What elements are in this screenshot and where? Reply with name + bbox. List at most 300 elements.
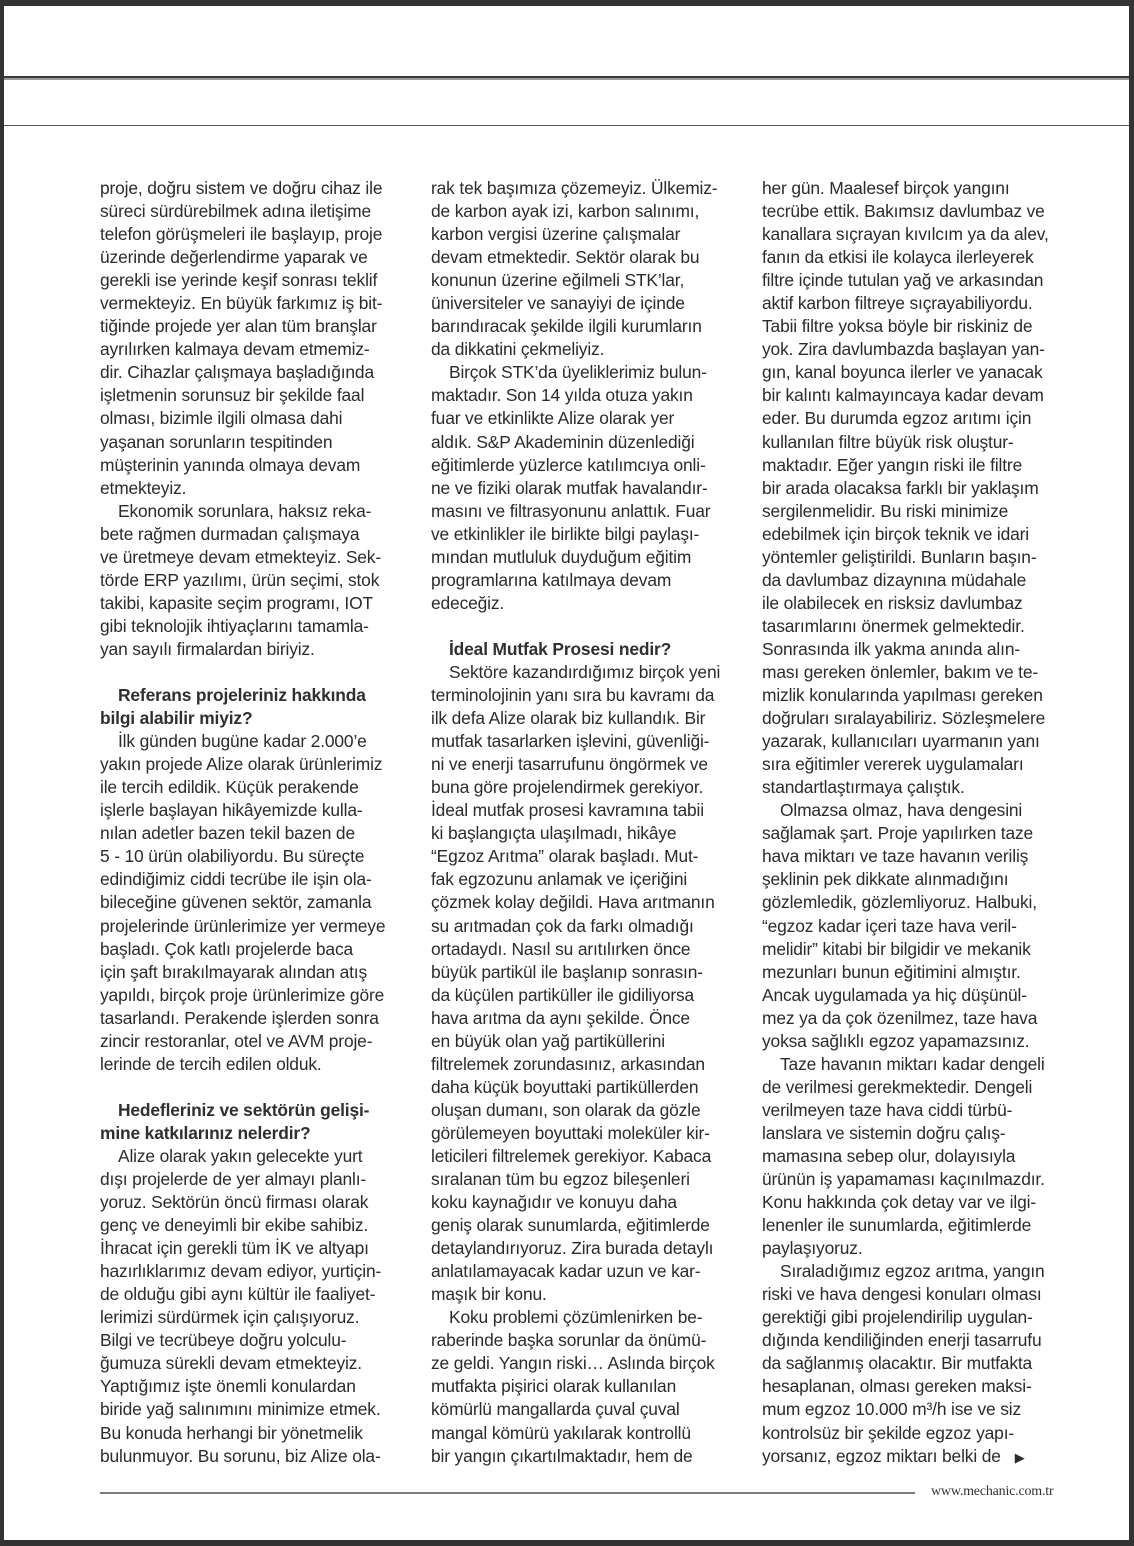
line-text: “egzoz kadar içeri taze hava veril- [762,915,1017,936]
text-line [762,661,1066,684]
line-text: telefon görüşmeleri ile başlayıp, proje [100,224,383,245]
text-line [762,1076,1066,1099]
text-line [762,1214,1066,1237]
text-line [431,200,735,223]
text-line [100,592,404,615]
magazine-page [4,6,1129,1540]
line-text: Hedefleriniz ve sektörün gelişi- [118,1099,370,1120]
line-text: mangal kömürü yakılarak kontrollü [431,1422,691,1443]
line-text: fuar ve etkinlikte Alize olarak yer [431,408,675,429]
text-line [431,569,735,592]
text-line [100,546,404,569]
line-text: bete rağmen durmadan çalışmaya [100,523,360,544]
text-line [100,384,404,407]
text-line [762,1053,1066,1076]
line-text: hesaplanan, olması gereken maksi- [762,1376,1032,1397]
line-text: İdeal Mutfak Prosesi nedir? [449,638,672,659]
line-text: bir arada olacaksa farklı bir yaklaşım [762,477,1039,498]
line-text: İhracat için gerekli tüm İK ve altyapı [100,1238,369,1259]
text-line [100,569,404,592]
line-text: bileceğine güvenen sektör, zamanla [100,892,372,913]
line-text: buna göre projelendirmek gerekiyor. [431,777,704,798]
text-line [431,1053,735,1076]
text-line [762,799,1066,822]
line-text: ne ve fiziki olarak mutfak havalandır- [431,477,708,498]
text-line [431,1260,735,1283]
text-line [431,500,735,523]
text-line [100,315,404,338]
heading-line [100,1099,404,1122]
line-text: yapıldı, birçok proje ürünlerimize göre [100,984,385,1005]
text-line [100,961,404,984]
line-text: kontrolsüz bir şekilde egzoz yapı- [762,1422,1015,1443]
line-text: edeceğiz. [431,592,505,613]
text-line [100,776,404,799]
body-paragraph [100,177,404,500]
text-line [100,1398,404,1421]
text-line [100,1329,404,1352]
text-line [431,822,735,845]
line-text: işlerle başlayan hikâyemizde kulla- [100,800,363,821]
text-line [762,707,1066,730]
line-text: yakın projede Alize olarak ürünlerimiz [100,754,383,775]
line-text: İdeal mutfak prosesi kavramına tabii [431,800,704,821]
line-text: ve üretmeye devam etmekteyiz. Sek- [100,546,381,567]
text-line [431,1076,735,1099]
header-rule-top [4,76,1129,78]
line-text: riski ve hava dengesi konuları olması [762,1284,1042,1305]
text-line [762,546,1066,569]
line-text: “Egzoz Arıtma” olarak başladı. Mut- [431,846,699,867]
text-line [100,615,404,638]
text-line [100,730,404,753]
text-line [100,984,404,1007]
line-text: Konu hakkında çok detay var ve ilgi- [762,1192,1036,1213]
line-text: süreci sürdürebilmek adına iletişime [100,201,372,222]
line-text: daha küçük boyuttaki partiküllerden [431,1076,699,1097]
text-line [762,1422,1066,1445]
line-text: sağlamak şart. Proje yapılırken taze [762,823,1034,844]
text-line [762,1329,1066,1352]
line-text: ilk defa Alize olarak biz kullandık. Bir [431,708,706,729]
line-text: Ancak uygulamada ya hiç düşünül- [762,984,1027,1005]
line-text: proje, doğru sistem ve doğru cihaz ile [100,178,383,198]
text-line [431,776,735,799]
text-line [762,361,1066,384]
text-line [762,1237,1066,1260]
text-line [431,845,735,868]
line-text: ması gereken önlemler, bakım ve te- [762,661,1039,682]
line-text: ze geldi. Yangın riski… Aslında birçok [431,1353,715,1374]
line-text: tiğinde projede yer alan tüm branşlar [100,316,377,337]
text-line [762,1375,1066,1398]
line-text: ile olabilecek en risksiz davlumbaz [762,592,1023,613]
line-text: bilgi alabilir miyiz? [100,708,253,729]
text-line [431,1306,735,1329]
line-text: Alize olarak yakın gelecekte yurt [118,1145,363,1166]
text-line [100,223,404,246]
body-paragraph [100,730,404,1076]
body-paragraph [431,177,735,361]
text-line [100,1375,404,1398]
line-text: programlarına katılmaya devam [431,569,672,590]
line-text: görülemeyen boyuttaki moleküler kir- [431,1122,710,1143]
text-line [762,407,1066,430]
continued-arrow-icon: ▶ [1014,1449,1025,1465]
line-text: genç ve deneyimli bir ekibe sahibiz. [100,1215,369,1236]
body-paragraph [431,661,735,1306]
line-text: geniş olarak sunumlarda, eğitimlerde [431,1215,710,1236]
line-text: Taze havanın miktarı kadar dengeli [780,1053,1045,1074]
line-text: lerimizi sürdürmek için çalışıyoruz. [100,1307,360,1328]
line-text: ile tercih edildik. Küçük perakende [100,777,359,798]
line-text: Bilgi ve tecrübeye doğru yolculu- [100,1330,347,1351]
text-line [762,1030,1066,1053]
text-line [762,246,1066,269]
line-text: rak tek başımıza çözemeyiz. Ülkemiz- [431,178,718,198]
text-line [431,454,735,477]
text-line [431,1191,735,1214]
line-text: ve etkinlikler ile birlikte bilgi paylaşı- [431,523,700,544]
line-text: ni ve enerji tasarrufunu öngörmek ve [431,754,708,775]
text-line [762,1398,1066,1421]
line-text: sergilenmelidir. Bu riski minimize [762,500,1009,521]
text-line [762,1283,1066,1306]
text-line [431,961,735,984]
line-text: yöntemler geliştirildi. Bunların başın- [762,546,1037,567]
text-line [762,1260,1066,1283]
line-text: Sıraladığımız egzoz arıtma, yangın [780,1261,1045,1282]
article-column-1 [100,177,404,1468]
line-text: takibi, kapasite seçim programı, IOT [100,592,373,613]
text-line [100,454,404,477]
line-text: lenenler ile sunumlarda, eğitimlerde [762,1215,1032,1236]
line-text: da dikkatini çekmeliyiz. [431,339,605,360]
line-text: etmekteyiz. [100,477,187,498]
line-text: gözlemledik, gözlemliyoruz. Halbuki, [762,892,1037,913]
line-text: mezunları bunun eğitimini almıştır. [762,961,1021,982]
text-line [431,1168,735,1191]
line-text: müşterinin yanında olmaya devam [100,454,361,475]
footer-rule [100,1492,915,1494]
line-text: maktadır. Eğer yangın riski ile filtre [762,454,1023,475]
text-line [431,1445,735,1468]
paragraph-spacer [100,661,404,684]
text-line [431,269,735,292]
line-text: da küçülen partiküller ile gidiliyorsa [431,984,695,1005]
line-text: kullanılan filtre büyük risk oluştur- [762,431,1014,452]
text-line [762,292,1066,315]
section-heading [100,684,404,730]
text-line [431,661,735,684]
line-text: melidir” kitabi bir bilgidir ve mekanik [762,938,1031,959]
line-text: da davlumbaz dizaynına müdahale [762,569,1027,590]
line-text: aldık. S&P Akademinin düzenlediği [431,431,695,452]
article-column-2 [431,177,735,1468]
heading-line [100,684,404,707]
text-line [100,200,404,223]
line-text: standartlaştırmaya çalıştık. [762,777,965,798]
text-line [100,407,404,430]
text-line [762,845,1066,868]
text-line [100,1237,404,1260]
line-text: dığında kendiliğinden enerji tasarrufu [762,1330,1042,1351]
line-text: masını ve filtrasyonunu anlattık. Fuar [431,500,711,521]
text-line [762,615,1066,638]
line-text: raberinde başka sorunlar da önümü- [431,1330,707,1351]
paragraph-spacer [431,615,735,638]
line-text: tasarlandı. Perakende işlerden sonra [100,1007,379,1028]
text-line [431,431,735,454]
text-line [431,361,735,384]
line-text: yoksa sağlıklı egzoz yapamazsınız. [762,1030,1030,1051]
text-line [762,1306,1066,1329]
line-text: Referans projeleriniz hakkında [118,685,366,706]
line-text: yan sayılı firmalardan biriyiz. [100,638,315,659]
body-paragraph [100,500,404,661]
text-line [100,1191,404,1214]
text-line [762,384,1066,407]
text-line [431,523,735,546]
text-line [100,292,404,315]
line-text: yoruz. Sektörün öncü firması olarak [100,1192,369,1213]
text-line [100,891,404,914]
text-line [100,269,404,292]
line-text: gibi teknolojik ihtiyaçlarını tamamla- [100,615,369,636]
text-line [762,569,1066,592]
text-line [100,1260,404,1283]
line-text: 5 - 10 ürün olabiliyordu. Bu süreçte [100,846,365,867]
footer-website-url: www.mechanic.com.tr [931,1484,1054,1499]
line-text: Yaptığımız işte önemli konulardan [100,1376,356,1397]
line-text: konunun üzerine eğilmeli STK’lar, [431,270,685,291]
text-line [431,223,735,246]
line-text: eder. Bu durumda egzoz arıtımı için [762,408,1032,429]
heading-line [100,1122,404,1145]
line-text: başladı. Çok katlı projelerde baca [100,938,354,959]
text-line [100,523,404,546]
article-column-3 [762,177,1066,1469]
line-text: biride yağ salınımını minimize etmek. [100,1399,381,1420]
text-line [431,407,735,430]
line-text: yazarak, kullanıcıları uyarmanın yanı [762,731,1040,752]
text-line [762,223,1066,246]
text-line [100,753,404,776]
line-text: detaylandırıyoruz. Zira burada detaylı [431,1238,714,1259]
line-text: ürünün iş yapamaması kaçınılmazdır. [762,1169,1045,1190]
text-line [762,938,1066,961]
line-text: mından mutluluk duyduğum eğitim [431,546,692,567]
text-line [431,938,735,961]
line-text: doğruları sıralayabiliriz. Sözleşmelere [762,708,1046,729]
text-line [762,684,1066,707]
text-line [762,1122,1066,1145]
text-line [431,592,735,615]
text-line [762,868,1066,891]
text-line [762,1099,1066,1122]
text-line [100,1007,404,1030]
text-line [431,868,735,891]
line-text: su arıtmadan çok da farkı olmadığı [431,915,694,936]
line-text: edebilmek için birçok teknik ve idari [762,523,1030,544]
line-text: tecrübe ettik. Bakımsız davlumbaz ve [762,201,1045,222]
line-text: hava miktarı ve taze havanın veriliş [762,846,1029,867]
line-text: dir. Cihazlar çalışmaya başladığında [100,362,374,383]
line-text: en büyük olan yağ partiküllerini [431,1030,665,1051]
text-line [762,1191,1066,1214]
line-text: yok. Zira davlumbazda başlayan yan- [762,339,1045,360]
text-line [431,1237,735,1260]
line-text: verilmeyen taze hava ciddi türbü- [762,1099,1013,1120]
section-heading [100,1099,404,1145]
text-line [762,269,1066,292]
text-line [431,477,735,500]
line-text: vermekteyiz. En büyük farkımız iş bit- [100,293,383,314]
line-text: ğumuza sürekli devam etmekteyiz. [100,1353,362,1374]
text-line [762,338,1066,361]
text-line [431,246,735,269]
text-line [431,1214,735,1237]
text-line [100,431,404,454]
text-line [431,799,735,822]
text-line [762,523,1066,546]
text-line [431,315,735,338]
text-line [762,1352,1066,1375]
line-text: yaşanan sorunların tespitinden [100,431,333,452]
line-text: Tabii filtre yoksa böyle bir riskiniz de [762,316,1033,337]
line-text: üzerinde değerlendirme yaparak ve [100,247,368,268]
line-text: gerekli ise yerinde keşif sonrası teklif [100,270,378,291]
line-text: işletmenin sorunsuz bir şekilde faal [100,385,365,406]
line-text: sıra eğitimler vererek uygulamaları [762,754,1024,775]
text-line [100,338,404,361]
heading-line [100,707,404,730]
line-text: bulunmuyor. Bu sorunu, biz Alize ola- [100,1445,381,1466]
line-text: mamasına sebep olur, dolayısıyla [762,1145,1016,1166]
text-line [431,1422,735,1445]
text-line [431,1398,735,1421]
line-text: İlk günden bugüne kadar 2.000’e [118,731,367,752]
text-line [431,707,735,730]
line-text: aktif karbon filtreye sıçrayabiliyordu. [762,293,1033,314]
line-text: devam etmektedir. Sektör olarak bu [431,247,700,268]
text-line [762,730,1066,753]
text-line [762,1168,1066,1191]
text-line [762,776,1066,799]
line-text: üniversiteler ve sanayiyi de içinde [431,293,685,314]
heading-line [431,638,735,661]
line-text: terminolojinin yanı sıra bu kavramı da [431,685,715,706]
section-heading [431,638,735,661]
text-line [100,822,404,845]
line-text: barındıracak şekilde ilgili kurumların [431,316,702,337]
line-text: lerinde de tercih edilen olduk. [100,1053,322,1074]
text-line [431,891,735,914]
line-text: çözmek kolay değildi. Hava arıtmanın [431,892,715,913]
text-line [100,1214,404,1237]
line-text: edindiğimiz ciddi tecrübe ile işin ola- [100,869,372,890]
text-line [762,177,1066,200]
text-line [762,1007,1066,1030]
line-text: filtre içinde tutulan yağ ve arkasından [762,270,1044,291]
line-text: mutfakta pişirici olarak kullanılan [431,1376,677,1397]
text-line [431,1352,735,1375]
line-text: nılan adetler bazen tekil bazen de [100,823,355,844]
line-text: zincir restoranlar, otel ve AVM proje- [100,1030,373,1051]
line-text: olması, bizimle ilgili olmasa dahi [100,408,343,429]
text-line [431,384,735,407]
line-text: için şaft bırakılmayarak alından atış [100,961,368,982]
body-paragraph [100,1145,404,1468]
line-text: de olduğu gibi aynı kültür ile faaliyet- [100,1284,376,1305]
text-line [762,638,1066,661]
line-text: projelerinde ürünlerimize yer vermeye [100,915,386,936]
line-text: mum egzoz 10.000 m³/h ise ve siz [762,1399,1022,1420]
text-line [762,984,1066,1007]
text-line [100,1053,404,1076]
text-line [431,1375,735,1398]
text-line [100,246,404,269]
line-text: ki başlangıçta ulaşılmadı, hikâye [431,823,677,844]
body-paragraph [762,1053,1066,1260]
text-line [100,1168,404,1191]
text-line [431,1007,735,1030]
text-line [100,915,404,938]
line-text: törde ERP yazılımı, ürün seçimi, stok [100,569,380,590]
text-line [431,1030,735,1053]
line-text: maktadır. Son 14 yılda otuza yakın [431,385,693,406]
text-line [431,984,735,1007]
text-line [431,1283,735,1306]
text-line [100,638,404,661]
text-line [762,961,1066,984]
line-text: eğitimlerde yüzlerce katılımcıya onli- [431,454,706,475]
text-line [431,546,735,569]
body-paragraph [762,177,1066,799]
line-text: oluşan dumanı, son olarak da gözle [431,1099,701,1120]
text-line [100,1306,404,1329]
text-line [431,684,735,707]
line-text: mutfak tasarlarken işlevini, güvenliği- [431,731,710,752]
text-line [431,338,735,361]
line-text: mez ya da çok özenilmez, taze hava [762,1007,1038,1028]
text-line [431,753,735,776]
body-paragraph [431,361,735,615]
line-text: gerektiği gibi projelendirilip uygulan- [762,1307,1033,1328]
line-text: da sağlanmış olacaktır. Bir mutfakta [762,1353,1033,1374]
line-text: koku kaynağıdır ve konuyu daha [431,1192,677,1213]
line-text: maşık bir konu. [431,1284,547,1305]
text-line [762,822,1066,845]
body-paragraph [762,799,1066,1053]
line-text: tasarımlarını önermek gelmektedir. [762,615,1025,636]
text-line [100,1030,404,1053]
line-text: Birçok STK’da üyeliklerimiz bulun- [449,362,707,383]
line-text: ayrılırken kalmaya devam etmemiz- [100,339,370,360]
line-text: hazırlıklarımız devam ediyor, yurtiçin- [100,1261,382,1282]
line-text: bir yangın çıkartılmaktadır, hem de [431,1445,693,1466]
line-text: hava arıtma da aynı şekilde. Önce [431,1007,690,1028]
text-line [100,500,404,523]
text-line [100,477,404,500]
line-text: Ekonomik sorunlara, haksız reka- [118,500,372,521]
text-line [431,1099,735,1122]
line-text: gın, kanal boyunca ilerler ve yanacak [762,362,1043,383]
line-text: Bu konuda herhangi bir yönetmelik [100,1422,363,1443]
text-line [762,592,1066,615]
text-line [431,915,735,938]
line-text: dışı projelerde de yer almayı planlı- [100,1169,367,1190]
